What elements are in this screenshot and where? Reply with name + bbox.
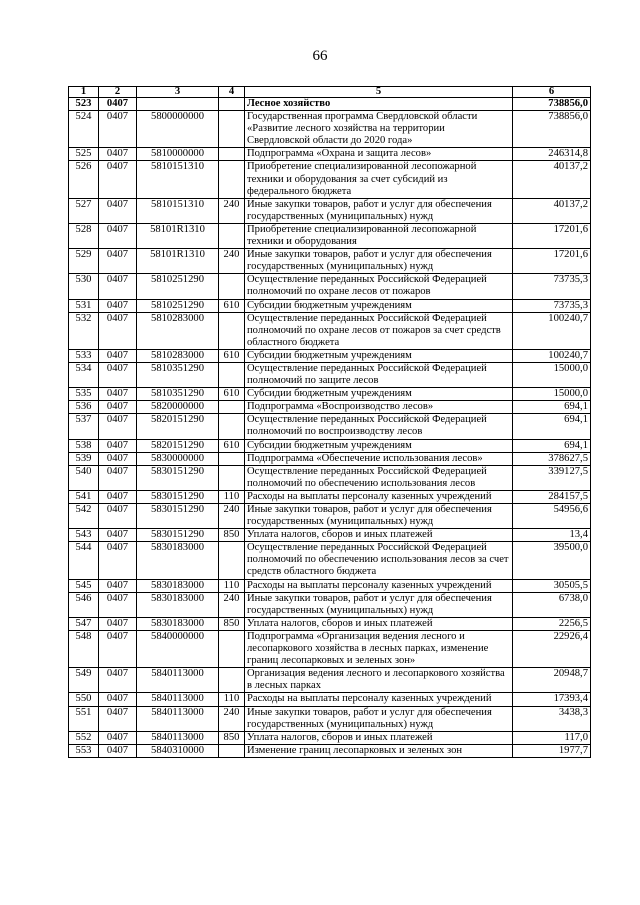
expense-type-code	[219, 401, 245, 414]
table-row	[69, 111, 591, 148]
item-amount: 694,1	[513, 439, 591, 452]
expense-type-code	[219, 630, 245, 667]
table-row	[69, 579, 591, 592]
row-number: 536	[69, 401, 99, 414]
section-code: 0407	[99, 223, 137, 248]
item-amount: 694,1	[513, 401, 591, 414]
item-amount: 54956,6	[513, 504, 591, 529]
section-code: 0407	[99, 98, 137, 111]
target-article-code: 5820151290	[137, 414, 219, 439]
row-number: 528	[69, 223, 99, 248]
table-row	[69, 148, 591, 161]
table-row	[69, 161, 591, 198]
section-code: 0407	[99, 299, 137, 312]
row-number: 525	[69, 148, 99, 161]
table-row	[69, 706, 591, 731]
table-row	[69, 592, 591, 617]
item-amount: 13,4	[513, 529, 591, 542]
row-number: 548	[69, 630, 99, 667]
section-code: 0407	[99, 161, 137, 198]
target-article-code: 5840113000	[137, 668, 219, 693]
row-number: 533	[69, 349, 99, 362]
expense-type-code: 610	[219, 349, 245, 362]
section-code: 0407	[99, 744, 137, 757]
target-article-code: 5830183000	[137, 592, 219, 617]
item-name: Иные закупки товаров, работ и услуг для обеспечения государственных (муниципальных) нужд	[245, 504, 513, 529]
section-code: 0407	[99, 111, 137, 148]
header-col-5: 5	[245, 87, 513, 98]
table-row	[69, 542, 591, 579]
expense-type-code: 850	[219, 529, 245, 542]
expense-type-code	[219, 414, 245, 439]
table-header-row	[69, 87, 591, 98]
row-number: 527	[69, 198, 99, 223]
item-amount: 100240,7	[513, 312, 591, 349]
item-amount: 22926,4	[513, 630, 591, 667]
target-article-code: 5840113000	[137, 693, 219, 706]
table-row	[69, 274, 591, 299]
row-number: 523	[69, 98, 99, 111]
target-article-code: 5810283000	[137, 349, 219, 362]
section-code: 0407	[99, 706, 137, 731]
item-amount: 17393,4	[513, 693, 591, 706]
target-article-code: 5830183000	[137, 617, 219, 630]
expense-type-code	[219, 362, 245, 387]
item-name: Приобретение специализированной лесопожарной техники и оборудования	[245, 223, 513, 248]
expense-type-code	[219, 148, 245, 161]
row-number: 550	[69, 693, 99, 706]
item-name: Осуществление переданных Российской Федерацией полномочий по охране лесов от пожаров за счет средств областного бюджета	[245, 312, 513, 349]
item-name: Иные закупки товаров, работ и услуг для обеспечения государственных (муниципальных) нужд	[245, 198, 513, 223]
section-code: 0407	[99, 617, 137, 630]
section-code: 0407	[99, 362, 137, 387]
item-name: Подпрограмма «Обеспечение использования лесов»	[245, 452, 513, 465]
target-article-code: 5830000000	[137, 452, 219, 465]
target-article-code: 5820151290	[137, 439, 219, 452]
item-name: Осуществление переданных Российской Федерацией полномочий по обеспечению использования лесов за счет средств областного бюджета	[245, 542, 513, 579]
row-number: 532	[69, 312, 99, 349]
row-number: 547	[69, 617, 99, 630]
expense-type-code: 240	[219, 198, 245, 223]
row-number: 531	[69, 299, 99, 312]
row-number: 530	[69, 274, 99, 299]
item-name: Приобретение специализированной лесопожарной техники и оборудования за счет субсидий из федерального бюджета	[245, 161, 513, 198]
table-row	[69, 388, 591, 401]
item-amount: 100240,7	[513, 349, 591, 362]
expense-type-code	[219, 312, 245, 349]
row-number: 538	[69, 439, 99, 452]
item-amount: 284157,5	[513, 490, 591, 503]
target-article-code: 5830151290	[137, 490, 219, 503]
table-row	[69, 731, 591, 744]
item-amount: 738856,0	[513, 111, 591, 148]
budget-table	[68, 86, 591, 758]
section-code: 0407	[99, 465, 137, 490]
header-col-6: 6	[513, 87, 591, 98]
expense-type-code	[219, 111, 245, 148]
section-code: 0407	[99, 414, 137, 439]
row-number: 545	[69, 579, 99, 592]
section-code: 0407	[99, 452, 137, 465]
item-amount: 339127,5	[513, 465, 591, 490]
target-article-code: 58101R1310	[137, 223, 219, 248]
item-amount: 17201,6	[513, 223, 591, 248]
section-code: 0407	[99, 388, 137, 401]
target-article-code: 5810151310	[137, 198, 219, 223]
section-code: 0407	[99, 312, 137, 349]
row-number: 543	[69, 529, 99, 542]
table-row	[69, 465, 591, 490]
item-name: Субсидии бюджетным учреждениям	[245, 388, 513, 401]
section-code: 0407	[99, 490, 137, 503]
section-code: 0407	[99, 529, 137, 542]
row-number: 535	[69, 388, 99, 401]
item-name: Государственная программа Свердловской области «Развитие лесного хозяйства на территории Свердловской области до 2020 года»	[245, 111, 513, 148]
expense-type-code	[219, 744, 245, 757]
item-name: Организация ведения лесного и лесопаркового хозяйства в лесных парках	[245, 668, 513, 693]
target-article-code	[137, 98, 219, 111]
table-row	[69, 693, 591, 706]
target-article-code: 5810351290	[137, 388, 219, 401]
target-article-code: 5810251290	[137, 274, 219, 299]
item-amount: 17201,6	[513, 249, 591, 274]
item-amount: 15000,0	[513, 388, 591, 401]
section-code: 0407	[99, 439, 137, 452]
item-name: Субсидии бюджетным учреждениям	[245, 349, 513, 362]
expense-type-code: 240	[219, 706, 245, 731]
expense-type-code: 610	[219, 388, 245, 401]
section-code: 0407	[99, 148, 137, 161]
item-amount: 378627,5	[513, 452, 591, 465]
section-code: 0407	[99, 731, 137, 744]
expense-type-code: 610	[219, 299, 245, 312]
item-amount: 40137,2	[513, 198, 591, 223]
item-amount: 73735,3	[513, 274, 591, 299]
expense-type-code	[219, 452, 245, 465]
expense-type-code	[219, 465, 245, 490]
item-name: Подпрограмма «Охрана и защита лесов»	[245, 148, 513, 161]
section-code: 0407	[99, 579, 137, 592]
section-code: 0407	[99, 249, 137, 274]
target-article-code: 5820000000	[137, 401, 219, 414]
item-name: Лесное хозяйство	[245, 98, 513, 111]
table-row	[69, 529, 591, 542]
target-article-code: 5810283000	[137, 312, 219, 349]
table-row	[69, 668, 591, 693]
table-row	[69, 617, 591, 630]
item-name: Осуществление переданных Российской Федерацией полномочий по обеспечению использования лесов	[245, 465, 513, 490]
item-name: Иные закупки товаров, работ и услуг для обеспечения государственных (муниципальных) нужд	[245, 706, 513, 731]
table-row	[69, 490, 591, 503]
expense-type-code	[219, 542, 245, 579]
expense-type-code	[219, 223, 245, 248]
target-article-code: 5800000000	[137, 111, 219, 148]
target-article-code: 5840310000	[137, 744, 219, 757]
table-row	[69, 299, 591, 312]
header-col-2: 2	[99, 87, 137, 98]
item-amount: 3438,3	[513, 706, 591, 731]
header-col-3: 3	[137, 87, 219, 98]
row-number: 529	[69, 249, 99, 274]
target-article-code: 5810000000	[137, 148, 219, 161]
item-amount: 117,0	[513, 731, 591, 744]
item-name: Подпрограмма «Организация ведения лесного и лесопаркового хозяйства в лесных парках, изменение границ лесопарковых и зеленых зон»	[245, 630, 513, 667]
target-article-code: 5830183000	[137, 542, 219, 579]
table-row	[69, 439, 591, 452]
item-name: Изменение границ лесопарковых и зеленых зон	[245, 744, 513, 757]
item-amount: 2256,5	[513, 617, 591, 630]
expense-type-code	[219, 668, 245, 693]
table-row	[69, 223, 591, 248]
row-number: 552	[69, 731, 99, 744]
table-row	[69, 362, 591, 387]
table-row	[69, 744, 591, 757]
section-code: 0407	[99, 592, 137, 617]
expense-type-code: 240	[219, 504, 245, 529]
target-article-code: 5830151290	[137, 529, 219, 542]
item-name: Осуществление переданных Российской Федерацией полномочий по защите лесов	[245, 362, 513, 387]
table-body	[69, 98, 591, 758]
row-number: 534	[69, 362, 99, 387]
table-row	[69, 98, 591, 111]
page-number: 66	[312, 48, 328, 64]
row-number: 544	[69, 542, 99, 579]
item-name: Субсидии бюджетным учреждениям	[245, 299, 513, 312]
item-name: Иные закупки товаров, работ и услуг для обеспечения государственных (муниципальных) нужд	[245, 249, 513, 274]
item-name: Расходы на выплаты персоналу казенных учреждений	[245, 693, 513, 706]
table-row	[69, 249, 591, 274]
item-amount: 246314,8	[513, 148, 591, 161]
item-name: Уплата налогов, сборов и иных платежей	[245, 731, 513, 744]
row-number: 551	[69, 706, 99, 731]
expense-type-code	[219, 274, 245, 299]
target-article-code: 5830151290	[137, 465, 219, 490]
section-code: 0407	[99, 274, 137, 299]
header-col-4: 4	[219, 87, 245, 98]
table-row	[69, 452, 591, 465]
table-row	[69, 414, 591, 439]
row-number: 539	[69, 452, 99, 465]
row-number: 549	[69, 668, 99, 693]
expense-type-code: 240	[219, 249, 245, 274]
target-article-code: 5810151310	[137, 161, 219, 198]
item-amount: 30505,5	[513, 579, 591, 592]
expense-type-code: 110	[219, 490, 245, 503]
expense-type-code: 850	[219, 731, 245, 744]
target-article-code: 5830183000	[137, 579, 219, 592]
item-name: Подпрограмма «Воспроизводство лесов»	[245, 401, 513, 414]
expense-type-code: 610	[219, 439, 245, 452]
expense-type-code: 110	[219, 693, 245, 706]
item-name: Осуществление переданных Российской Федерацией полномочий по воспроизводству лесов	[245, 414, 513, 439]
section-code: 0407	[99, 504, 137, 529]
table-row	[69, 198, 591, 223]
item-amount: 694,1	[513, 414, 591, 439]
item-amount: 20948,7	[513, 668, 591, 693]
row-number: 541	[69, 490, 99, 503]
target-article-code: 5830151290	[137, 504, 219, 529]
expense-type-code: 850	[219, 617, 245, 630]
row-number: 546	[69, 592, 99, 617]
row-number: 542	[69, 504, 99, 529]
item-amount: 738856,0	[513, 98, 591, 111]
section-code: 0407	[99, 198, 137, 223]
row-number: 553	[69, 744, 99, 757]
item-name: Уплата налогов, сборов и иных платежей	[245, 617, 513, 630]
target-article-code: 5810351290	[137, 362, 219, 387]
table-row	[69, 504, 591, 529]
item-name: Уплата налогов, сборов и иных платежей	[245, 529, 513, 542]
item-amount: 6738,0	[513, 592, 591, 617]
section-code: 0407	[99, 693, 137, 706]
item-name: Расходы на выплаты персоналу казенных учреждений	[245, 579, 513, 592]
section-code: 0407	[99, 630, 137, 667]
item-amount: 1977,7	[513, 744, 591, 757]
expense-type-code	[219, 98, 245, 111]
item-name: Осуществление переданных Российской Федерацией полномочий по охране лесов от пожаров	[245, 274, 513, 299]
section-code: 0407	[99, 668, 137, 693]
expense-type-code: 240	[219, 592, 245, 617]
section-code: 0407	[99, 349, 137, 362]
section-code: 0407	[99, 401, 137, 414]
row-number: 537	[69, 414, 99, 439]
expense-type-code	[219, 161, 245, 198]
row-number: 526	[69, 161, 99, 198]
row-number: 540	[69, 465, 99, 490]
table-row	[69, 349, 591, 362]
item-amount: 15000,0	[513, 362, 591, 387]
item-name: Иные закупки товаров, работ и услуг для обеспечения государственных (муниципальных) нужд	[245, 592, 513, 617]
row-number: 524	[69, 111, 99, 148]
section-code: 0407	[99, 542, 137, 579]
item-amount: 73735,3	[513, 299, 591, 312]
target-article-code: 58101R1310	[137, 249, 219, 274]
item-name: Расходы на выплаты персоналу казенных учреждений	[245, 490, 513, 503]
target-article-code: 5840113000	[137, 731, 219, 744]
header-col-1: 1	[69, 87, 99, 98]
item-amount: 39500,0	[513, 542, 591, 579]
target-article-code: 5840113000	[137, 706, 219, 731]
expense-type-code: 110	[219, 579, 245, 592]
item-name: Субсидии бюджетным учреждениям	[245, 439, 513, 452]
target-article-code: 5840000000	[137, 630, 219, 667]
table-row	[69, 401, 591, 414]
table-row	[69, 630, 591, 667]
table-row	[69, 312, 591, 349]
item-amount: 40137,2	[513, 161, 591, 198]
target-article-code: 5810251290	[137, 299, 219, 312]
